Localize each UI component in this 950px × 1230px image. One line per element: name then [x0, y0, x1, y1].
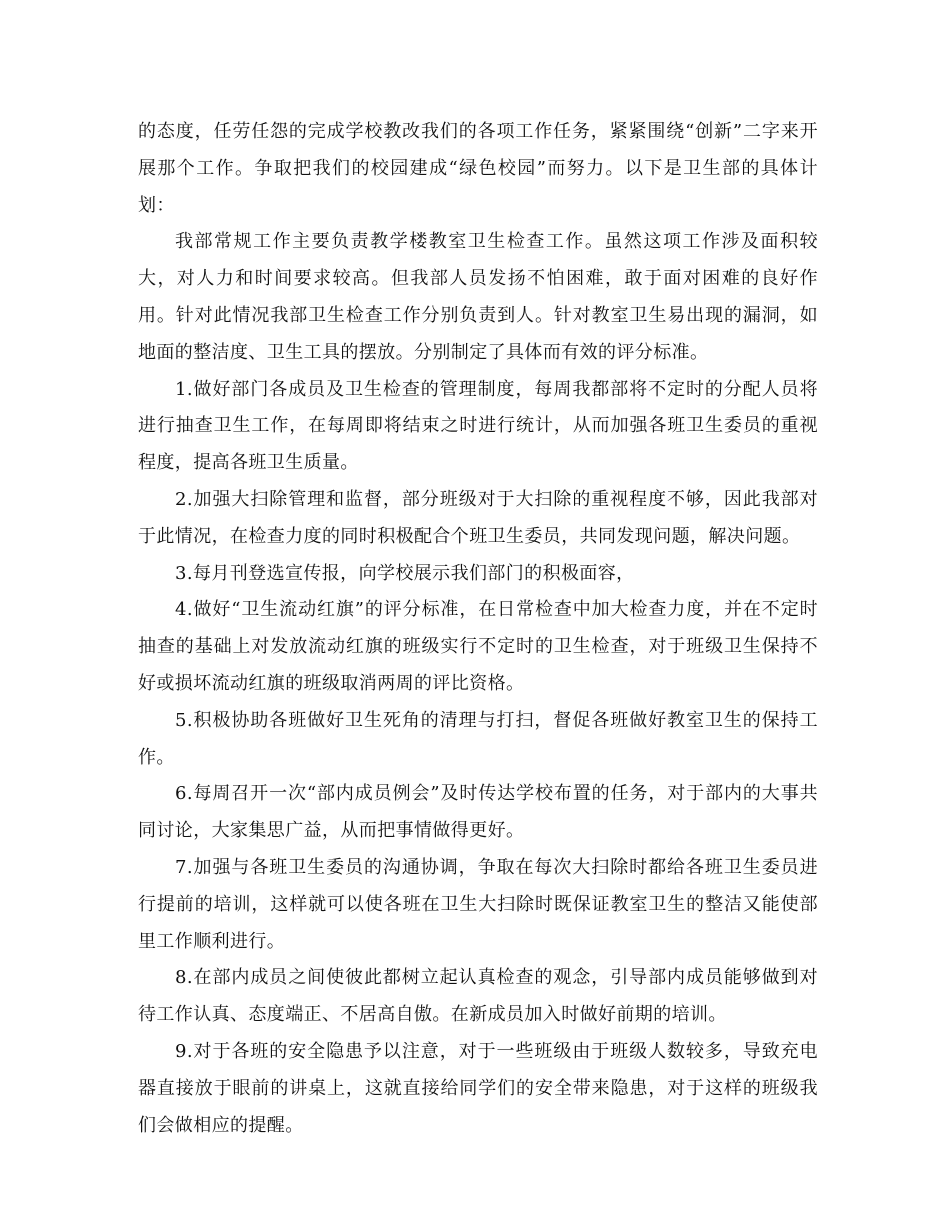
list-item-4: 4.做好“卫生流动红旗”的评分标准，在日常检查中加大检查力度，并在不定时抽查的基础上对发放流动红旗的班级实行不定时的卫生检查，对于班级卫生保持不好或损坏流动红旗的班级取消两周的评比资格。 — [138, 599, 818, 694]
paragraph-overview: 我部常规工作主要负责教学楼教室卫生检查工作。虽然这项工作涉及面积较大，对人力和时间要求较高。但我部人员发扬不怕困难，敢于面对困难的良好作用。针对此情况我部卫生检查工作分别负责到人。针对教室卫生易出现的漏洞，如地面的整洁度、卫生工具的摆放。分别制定了具体而有效的评分标准。 — [138, 231, 818, 363]
list-item-9: 9.对于各班的安全隐患予以注意，对于一些班级由于班级人数较多，导致充电器直接放于眼前的讲桌上，这就直接给同学们的安全带来隐患，对于这样的班级我们会做相应的提醒。 — [138, 1040, 818, 1136]
list-item-6: 6.每周召开一次“部内成员例会”及时传达学校布置的任务，对于部内的大事共同讨论，大家集思广益，从而把事情做得更好。 — [138, 783, 818, 842]
list-item-3: 3.每月刊登选宣传报，向学校展示我们部门的积极面容， — [175, 562, 635, 584]
paragraph-intro-continuation: 的态度，任劳任怨的完成学校教改我们的各项工作任务，紧紧围绕“创新”二字来开展那个工作。争取把我们的校园建成“绿色校园”而努力。以下是卫生部的具体计划： — [138, 121, 818, 216]
list-item-2: 2.加强大扫除管理和监督，部分班级对于大扫除的重视程度不够，因此我部对于此情况，在检查力度的同时积极配合个班卫生委员，共同发现问题，解决问题。 — [138, 488, 818, 547]
list-item-5: 5.积极协助各班做好卫生死角的清理与打扫，督促各班做好教室卫生的保持工作。 — [138, 709, 818, 768]
list-item-8: 8.在部内成员之间使彼此都树立起认真检查的观念，引导部内成员能够做到对待工作认真、态度端正、不居高自傲。在新成员加入时做好前期的培训。 — [138, 967, 818, 1026]
document-body — [138, 114, 818, 1144]
list-item-1: 1.做好部门各成员及卫生检查的管理制度，每周我都部将不定时的分配人员将进行抽查卫生工作，在每周即将结束之时进行统计，从而加强各班卫生委员的重视程度，提高各班卫生质量。 — [138, 378, 818, 474]
list-item-7: 7.加强与各班卫生委员的沟通协调，争取在每次大扫除时都给各班卫生委员进行提前的培训，这样就可以使各班在卫生大扫除时既保证教室卫生的整洁又能使部里工作顺利进行。 — [138, 856, 818, 952]
